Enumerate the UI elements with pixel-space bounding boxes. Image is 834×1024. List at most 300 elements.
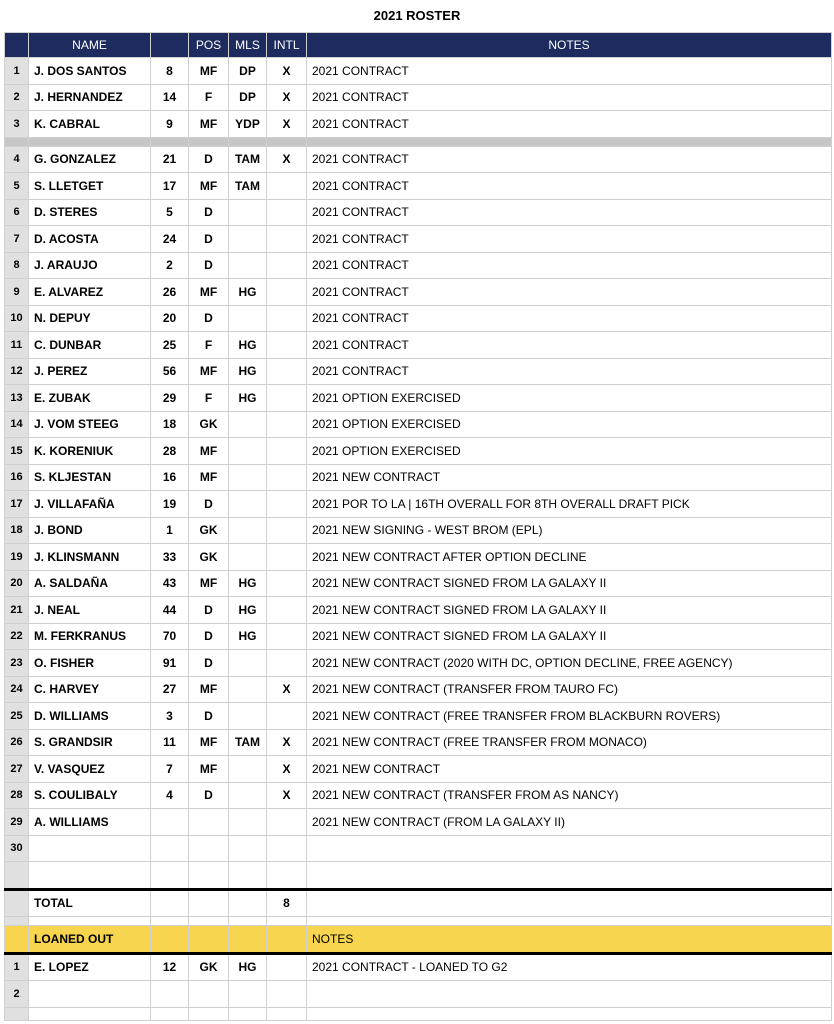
- position: D: [189, 650, 229, 677]
- table-row: [5, 252, 832, 279]
- contract-note: 2021 CONTRACT: [307, 279, 832, 306]
- empty-cell: [189, 917, 229, 926]
- mls-designation: [229, 464, 267, 491]
- player-name: D. STERES: [29, 199, 151, 226]
- row-index: [5, 889, 29, 917]
- row-index: 25: [5, 703, 29, 730]
- table-row: [5, 305, 832, 332]
- table-row: [5, 491, 832, 518]
- player-name: N. DEPUY: [29, 305, 151, 332]
- contract-note: 2021 NEW CONTRACT: [307, 756, 832, 783]
- jersey-number: 17: [151, 173, 189, 200]
- mls-header: MLS: [229, 33, 267, 58]
- international-slot: [267, 385, 307, 412]
- jersey-number: 19: [151, 491, 189, 518]
- jersey-number: 25: [151, 332, 189, 359]
- jersey-number: 5: [151, 199, 189, 226]
- table-row: [5, 623, 832, 650]
- jersey-number: [151, 835, 189, 862]
- empty-cell: [307, 917, 832, 926]
- number-header: [151, 33, 189, 58]
- row-index: 26: [5, 729, 29, 756]
- mls-designation: [229, 226, 267, 253]
- table-row: [5, 411, 832, 438]
- row-index: 19: [5, 544, 29, 571]
- mls-designation: [229, 981, 267, 1008]
- player-name: E. ALVAREZ: [29, 279, 151, 306]
- empty-cell: [267, 1007, 307, 1020]
- empty-cell: [151, 862, 189, 890]
- empty-cell: [151, 1007, 189, 1020]
- international-slot: [267, 199, 307, 226]
- empty-cell: [5, 862, 29, 890]
- empty-cell: [307, 1007, 832, 1020]
- position: D: [189, 199, 229, 226]
- row-index: 3: [5, 111, 29, 138]
- position: MF: [189, 438, 229, 465]
- mls-designation: YDP: [229, 111, 267, 138]
- empty-cell: [5, 926, 29, 954]
- international-slot: [267, 570, 307, 597]
- contract-note: 2021 CONTRACT: [307, 305, 832, 332]
- loaned-out-header: [5, 926, 832, 954]
- mls-designation: [229, 411, 267, 438]
- row-index: 11: [5, 332, 29, 359]
- jersey-number: 9: [151, 111, 189, 138]
- international-slot: [267, 517, 307, 544]
- contract-note: 2021 NEW CONTRACT (TRANSFER FROM AS NANCY): [307, 782, 832, 809]
- international-slot: X: [267, 782, 307, 809]
- mls-designation: TAM: [229, 173, 267, 200]
- row-index: 20: [5, 570, 29, 597]
- table-row: [5, 597, 832, 624]
- mls-designation: DP: [229, 58, 267, 85]
- empty-cell: [267, 926, 307, 954]
- mls-designation: [229, 199, 267, 226]
- empty-cell: [29, 1007, 151, 1020]
- separator-row: [5, 137, 832, 146]
- row-index: 29: [5, 809, 29, 836]
- mls-designation: HG: [229, 623, 267, 650]
- table-row: [5, 226, 832, 253]
- contract-note: 2021 NEW CONTRACT SIGNED FROM LA GALAXY II: [307, 570, 832, 597]
- separator-cell: [189, 137, 229, 146]
- table-row: [5, 332, 832, 359]
- international-slot: X: [267, 58, 307, 85]
- position: [189, 835, 229, 862]
- empty-cell: [29, 917, 151, 926]
- empty-cell: [151, 889, 189, 917]
- mls-designation: [229, 438, 267, 465]
- index-header: [5, 33, 29, 58]
- row-index: 27: [5, 756, 29, 783]
- table-row: [5, 729, 832, 756]
- separator-cell: [29, 137, 151, 146]
- mls-designation: [229, 676, 267, 703]
- player-name: S. KLJESTAN: [29, 464, 151, 491]
- international-slot: [267, 491, 307, 518]
- row-index: 7: [5, 226, 29, 253]
- row-index: 23: [5, 650, 29, 677]
- contract-note: 2021 CONTRACT: [307, 332, 832, 359]
- jersey-number: 29: [151, 385, 189, 412]
- jersey-number: 20: [151, 305, 189, 332]
- jersey-number: 1: [151, 517, 189, 544]
- international-slot: [267, 835, 307, 862]
- international-slot: [267, 981, 307, 1008]
- table-row: [5, 279, 832, 306]
- row-index: 17: [5, 491, 29, 518]
- jersey-number: 44: [151, 597, 189, 624]
- international-slot: [267, 226, 307, 253]
- player-name: S. GRANDSIR: [29, 729, 151, 756]
- player-name: K. CABRAL: [29, 111, 151, 138]
- table-row: [5, 676, 832, 703]
- position: GK: [189, 411, 229, 438]
- player-name: O. FISHER: [29, 650, 151, 677]
- international-slot: X: [267, 84, 307, 111]
- international-slot: X: [267, 111, 307, 138]
- international-slot: X: [267, 729, 307, 756]
- empty-cell: [229, 926, 267, 954]
- mls-designation: TAM: [229, 146, 267, 173]
- player-name: J. PEREZ: [29, 358, 151, 385]
- row-index: 12: [5, 358, 29, 385]
- contract-note: 2021 OPTION EXERCISED: [307, 411, 832, 438]
- jersey-number: 8: [151, 58, 189, 85]
- international-slot: X: [267, 146, 307, 173]
- player-name: J. ARAUJO: [29, 252, 151, 279]
- jersey-number: 26: [151, 279, 189, 306]
- jersey-number: 11: [151, 729, 189, 756]
- notes-header: NOTES: [307, 33, 832, 58]
- table-row: [5, 438, 832, 465]
- row-index: 10: [5, 305, 29, 332]
- mls-designation: [229, 782, 267, 809]
- international-slot: [267, 305, 307, 332]
- mls-designation: [229, 491, 267, 518]
- row-index: 15: [5, 438, 29, 465]
- contract-note: 2021 OPTION EXERCISED: [307, 438, 832, 465]
- player-name: J. DOS SANTOS: [29, 58, 151, 85]
- mls-designation: [229, 756, 267, 783]
- contract-note: 2021 OPTION EXERCISED: [307, 385, 832, 412]
- row-index: 21: [5, 597, 29, 624]
- player-name: A. WILLIAMS: [29, 809, 151, 836]
- mls-designation: HG: [229, 385, 267, 412]
- player-name: S. COULIBALY: [29, 782, 151, 809]
- empty-cell: [189, 926, 229, 954]
- position: MF: [189, 111, 229, 138]
- contract-note: 2021 CONTRACT: [307, 358, 832, 385]
- header-row: [5, 33, 832, 58]
- mls-designation: HG: [229, 953, 267, 981]
- contract-note: 2021 NEW CONTRACT: [307, 464, 832, 491]
- row-index: 22: [5, 623, 29, 650]
- loan-row: [5, 981, 832, 1008]
- row-index: 18: [5, 517, 29, 544]
- mls-designation: [229, 835, 267, 862]
- table-row: [5, 570, 832, 597]
- empty-cell: [229, 917, 267, 926]
- empty-cell: [151, 917, 189, 926]
- row-index: 16: [5, 464, 29, 491]
- position: F: [189, 84, 229, 111]
- contract-note: 2021 NEW CONTRACT (TRANSFER FROM TAURO FC): [307, 676, 832, 703]
- jersey-number: 70: [151, 623, 189, 650]
- jersey-number: 43: [151, 570, 189, 597]
- jersey-number: [151, 981, 189, 1008]
- position: D: [189, 623, 229, 650]
- jersey-number: 33: [151, 544, 189, 571]
- contract-note: 2021 POR TO LA | 16TH OVERALL FOR 8TH OVERALL DRAFT PICK: [307, 491, 832, 518]
- name-header: NAME: [29, 33, 151, 58]
- jersey-number: 18: [151, 411, 189, 438]
- contract-note: 2021 CONTRACT: [307, 226, 832, 253]
- total-row: [5, 889, 832, 917]
- table-row: [5, 358, 832, 385]
- mls-designation: HG: [229, 597, 267, 624]
- position: D: [189, 703, 229, 730]
- table-row: [5, 544, 832, 571]
- player-name: V. VASQUEZ: [29, 756, 151, 783]
- row-index: 5: [5, 173, 29, 200]
- loan-row: [5, 953, 832, 981]
- row-index: 1: [5, 953, 29, 981]
- empty-cell: [189, 1007, 229, 1020]
- player-name: E. ZUBAK: [29, 385, 151, 412]
- position: GK: [189, 544, 229, 571]
- international-slot: [267, 809, 307, 836]
- empty-cell: [5, 917, 29, 926]
- international-slot: [267, 252, 307, 279]
- jersey-number: 24: [151, 226, 189, 253]
- international-slot: [267, 464, 307, 491]
- contract-note: 2021 NEW CONTRACT (FREE TRANSFER FROM BLACKBURN ROVERS): [307, 703, 832, 730]
- position: D: [189, 252, 229, 279]
- position: MF: [189, 464, 229, 491]
- position: MF: [189, 279, 229, 306]
- player-name: D. WILLIAMS: [29, 703, 151, 730]
- contract-note: 2021 NEW CONTRACT SIGNED FROM LA GALAXY II: [307, 597, 832, 624]
- total-label: TOTAL: [29, 889, 151, 917]
- player-name: J. VOM STEEG: [29, 411, 151, 438]
- international-slot: [267, 953, 307, 981]
- player-name: A. SALDAÑA: [29, 570, 151, 597]
- international-slot: [267, 438, 307, 465]
- mls-designation: [229, 703, 267, 730]
- international-slot: [267, 173, 307, 200]
- position: MF: [189, 358, 229, 385]
- contract-note: 2021 CONTRACT: [307, 173, 832, 200]
- roster-table: [4, 32, 832, 1021]
- jersey-number: 21: [151, 146, 189, 173]
- mls-designation: HG: [229, 358, 267, 385]
- international-slot: [267, 703, 307, 730]
- player-name: C. DUNBAR: [29, 332, 151, 359]
- position: GK: [189, 953, 229, 981]
- jersey-number: 16: [151, 464, 189, 491]
- separator-cell: [151, 137, 189, 146]
- loaned-notes-label: NOTES: [307, 926, 832, 954]
- intl-header: INTL: [267, 33, 307, 58]
- position: GK: [189, 517, 229, 544]
- jersey-number: 14: [151, 84, 189, 111]
- table-row: [5, 464, 832, 491]
- contract-note: 2021 NEW CONTRACT (FREE TRANSFER FROM MONACO): [307, 729, 832, 756]
- gap-row: [5, 917, 832, 926]
- international-slot: [267, 544, 307, 571]
- international-slot: [267, 623, 307, 650]
- row-index: 14: [5, 411, 29, 438]
- international-slot: [267, 279, 307, 306]
- table-row: [5, 199, 832, 226]
- page-title: 2021 ROSTER: [373, 8, 461, 23]
- loaned-out-label: LOANED OUT: [29, 926, 151, 954]
- jersey-number: 56: [151, 358, 189, 385]
- jersey-number: 4: [151, 782, 189, 809]
- contract-note: 2021 CONTRACT - LOANED TO G2: [307, 953, 832, 981]
- international-slot: [267, 411, 307, 438]
- contract-note: 2021 CONTRACT: [307, 252, 832, 279]
- empty-cell: [267, 917, 307, 926]
- player-name: J. KLINSMANN: [29, 544, 151, 571]
- player-name: [29, 835, 151, 862]
- position: D: [189, 226, 229, 253]
- row-index: 30: [5, 835, 29, 862]
- mls-designation: HG: [229, 332, 267, 359]
- jersey-number: 2: [151, 252, 189, 279]
- mls-designation: HG: [229, 279, 267, 306]
- position: MF: [189, 756, 229, 783]
- row-index: 2: [5, 981, 29, 1008]
- mls-designation: [229, 252, 267, 279]
- contract-note: 2021 NEW CONTRACT (FROM LA GALAXY II): [307, 809, 832, 836]
- row-index: 8: [5, 252, 29, 279]
- empty-cell: [267, 862, 307, 890]
- contract-note: 2021 CONTRACT: [307, 58, 832, 85]
- empty-cell: [307, 862, 832, 890]
- empty-cell: [307, 889, 832, 917]
- table-row: [5, 756, 832, 783]
- contract-note: 2021 NEW CONTRACT AFTER OPTION DECLINE: [307, 544, 832, 571]
- row-index: 2: [5, 84, 29, 111]
- contract-note: 2021 CONTRACT: [307, 111, 832, 138]
- player-name: J. HERNANDEZ: [29, 84, 151, 111]
- player-name: M. FERKRANUS: [29, 623, 151, 650]
- table-row: [5, 173, 832, 200]
- position: D: [189, 146, 229, 173]
- table-row: [5, 146, 832, 173]
- row-index: 4: [5, 146, 29, 173]
- empty-cell: [229, 862, 267, 890]
- jersey-number: 12: [151, 953, 189, 981]
- international-slot: [267, 650, 307, 677]
- international-slot: X: [267, 756, 307, 783]
- international-slot: [267, 597, 307, 624]
- table-row: [5, 835, 832, 862]
- blank-row: [5, 862, 832, 890]
- contract-note: 2021 CONTRACT: [307, 146, 832, 173]
- table-row: [5, 385, 832, 412]
- mls-designation: [229, 809, 267, 836]
- position: MF: [189, 58, 229, 85]
- position: MF: [189, 676, 229, 703]
- empty-cell: [189, 862, 229, 890]
- player-name: C. HARVEY: [29, 676, 151, 703]
- pos-header: POS: [189, 33, 229, 58]
- player-name: J. BOND: [29, 517, 151, 544]
- contract-note: 2021 NEW SIGNING - WEST BROM (EPL): [307, 517, 832, 544]
- jersey-number: [151, 809, 189, 836]
- row-index: 1: [5, 58, 29, 85]
- row-index: 24: [5, 676, 29, 703]
- empty-cell: [29, 862, 151, 890]
- international-slot: X: [267, 676, 307, 703]
- international-slot: [267, 332, 307, 359]
- empty-cell: [5, 1007, 29, 1020]
- row-index: 6: [5, 199, 29, 226]
- jersey-number: 3: [151, 703, 189, 730]
- jersey-number: 27: [151, 676, 189, 703]
- total-intl: 8: [267, 889, 307, 917]
- row-index: 13: [5, 385, 29, 412]
- mls-designation: DP: [229, 84, 267, 111]
- position: D: [189, 491, 229, 518]
- table-row: [5, 84, 832, 111]
- contract-note: 2021 CONTRACT: [307, 199, 832, 226]
- position: MF: [189, 173, 229, 200]
- table-row: [5, 809, 832, 836]
- position: MF: [189, 570, 229, 597]
- separator-cell: [307, 137, 832, 146]
- mls-designation: [229, 650, 267, 677]
- player-name: J. VILLAFAÑA: [29, 491, 151, 518]
- jersey-number: 7: [151, 756, 189, 783]
- jersey-number: 28: [151, 438, 189, 465]
- position: D: [189, 782, 229, 809]
- table-row: [5, 517, 832, 544]
- position: D: [189, 597, 229, 624]
- table-row: [5, 650, 832, 677]
- empty-cell: [229, 1007, 267, 1020]
- mls-designation: [229, 544, 267, 571]
- empty-cell: [189, 889, 229, 917]
- separator-cell: [229, 137, 267, 146]
- contract-note: [307, 981, 832, 1008]
- player-name: G. GONZALEZ: [29, 146, 151, 173]
- empty-cell: [151, 926, 189, 954]
- contract-note: 2021 NEW CONTRACT SIGNED FROM LA GALAXY II: [307, 623, 832, 650]
- row-index: 9: [5, 279, 29, 306]
- player-name: S. LLETGET: [29, 173, 151, 200]
- player-name: D. ACOSTA: [29, 226, 151, 253]
- position: D: [189, 305, 229, 332]
- jersey-number: 91: [151, 650, 189, 677]
- empty-cell: [229, 889, 267, 917]
- position: MF: [189, 729, 229, 756]
- player-name: [29, 981, 151, 1008]
- contract-note: 2021 NEW CONTRACT (2020 WITH DC, OPTION DECLINE, FREE AGENCY): [307, 650, 832, 677]
- contract-note: 2021 CONTRACT: [307, 84, 832, 111]
- row-index: 28: [5, 782, 29, 809]
- mls-designation: HG: [229, 570, 267, 597]
- contract-note: [307, 835, 832, 862]
- international-slot: [267, 358, 307, 385]
- table-row: [5, 703, 832, 730]
- table-row: [5, 58, 832, 85]
- separator-cell: [267, 137, 307, 146]
